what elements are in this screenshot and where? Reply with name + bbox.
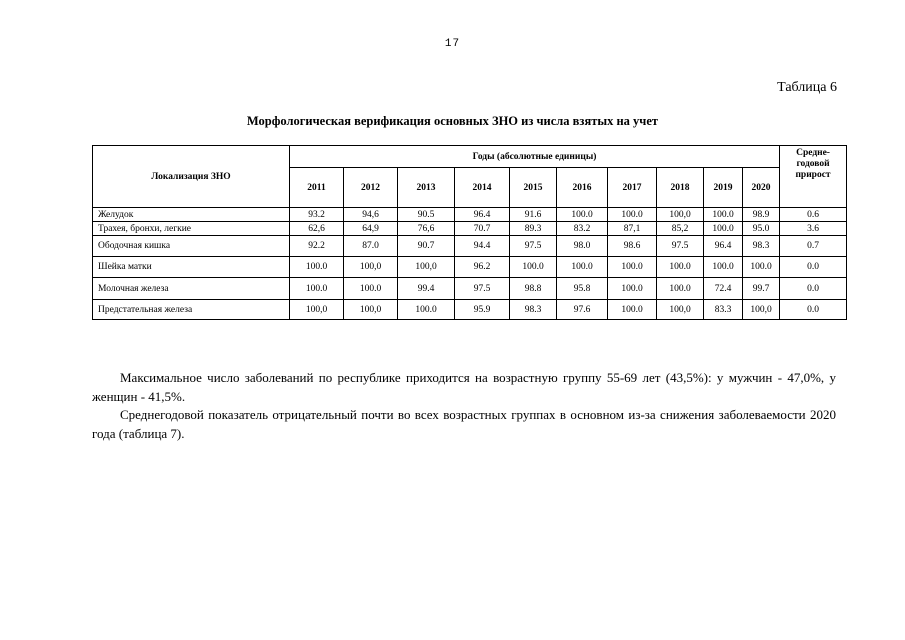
cell-value: 97.5 bbox=[455, 278, 510, 300]
row-location: Желудок bbox=[93, 208, 290, 222]
cell-value: 62,6 bbox=[290, 222, 344, 236]
header-years-group: Годы (абсолютные единицы) bbox=[290, 146, 780, 168]
header-year: 2013 bbox=[398, 168, 455, 208]
row-location: Трахея, бронхи, легкие bbox=[93, 222, 290, 236]
cell-value: 100.0 bbox=[608, 300, 657, 320]
cell-value: 100.0 bbox=[608, 278, 657, 300]
cell-value: 70.7 bbox=[455, 222, 510, 236]
cell-value: 100.0 bbox=[290, 278, 344, 300]
header-year: 2016 bbox=[557, 168, 608, 208]
table-row bbox=[93, 222, 847, 236]
cell-value: 83.3 bbox=[704, 300, 743, 320]
cell-value: 98.3 bbox=[510, 300, 557, 320]
cell-growth: 0.6 bbox=[780, 208, 847, 222]
table-row bbox=[93, 278, 847, 300]
cell-value: 99.7 bbox=[743, 278, 780, 300]
cell-value: 98.0 bbox=[557, 236, 608, 257]
cell-value: 64,9 bbox=[344, 222, 398, 236]
cell-value: 100.0 bbox=[704, 257, 743, 278]
cell-value: 100,0 bbox=[290, 300, 344, 320]
page-number: 17 bbox=[444, 38, 461, 50]
cell-value: 100.0 bbox=[398, 300, 455, 320]
data-table bbox=[92, 145, 847, 320]
row-location: Шейка матки bbox=[93, 257, 290, 278]
cell-value: 100.0 bbox=[743, 257, 780, 278]
cell-value: 87,1 bbox=[608, 222, 657, 236]
cell-value: 100.0 bbox=[704, 208, 743, 222]
cell-value: 100.0 bbox=[290, 257, 344, 278]
cell-growth: 0.0 bbox=[780, 257, 847, 278]
table-label: Таблица 6 bbox=[777, 80, 837, 95]
table-row bbox=[93, 300, 847, 320]
cell-value: 97.5 bbox=[657, 236, 704, 257]
cell-value: 93.2 bbox=[290, 208, 344, 222]
cell-value: 90.5 bbox=[398, 208, 455, 222]
cell-value: 100.0 bbox=[510, 257, 557, 278]
table-row bbox=[93, 236, 847, 257]
cell-value: 100,0 bbox=[344, 300, 398, 320]
cell-value: 100.0 bbox=[608, 208, 657, 222]
header-year: 2019 bbox=[704, 168, 743, 208]
cell-value: 92.2 bbox=[290, 236, 344, 257]
cell-value: 100,0 bbox=[344, 257, 398, 278]
cell-value: 100.0 bbox=[557, 208, 608, 222]
cell-value: 90.7 bbox=[398, 236, 455, 257]
header-year: 2017 bbox=[608, 168, 657, 208]
paragraph-2-text: Среднегодовой показатель отрицательный почти во всех возрастных группах в основном из-за снижения заболеваемости 2020 года (таблица 7). bbox=[92, 407, 836, 441]
cell-value: 83.2 bbox=[557, 222, 608, 236]
cell-value: 100.0 bbox=[608, 257, 657, 278]
cell-growth: 0.7 bbox=[780, 236, 847, 257]
cell-value: 100,0 bbox=[657, 208, 704, 222]
paragraph-2 bbox=[92, 405, 836, 443]
header-year: 2015 bbox=[510, 168, 557, 208]
cell-value: 98.3 bbox=[743, 236, 780, 257]
header-year: 2014 bbox=[455, 168, 510, 208]
cell-value: 96.2 bbox=[455, 257, 510, 278]
cell-value: 97.6 bbox=[557, 300, 608, 320]
row-location: Молочная железа bbox=[93, 278, 290, 300]
header-growth: Средне-годовой прирост bbox=[780, 146, 847, 208]
cell-value: 91.6 bbox=[510, 208, 557, 222]
table-row bbox=[93, 208, 847, 222]
cell-value: 99.4 bbox=[398, 278, 455, 300]
table-row bbox=[93, 257, 847, 278]
cell-value: 100.0 bbox=[704, 222, 743, 236]
cell-growth: 0.0 bbox=[780, 300, 847, 320]
paragraph-1-text: Максимальное число заболеваний по республике приходится на возрастную группу 55-69 лет (43,5%): у мужчин - 47,0%, у женщин - 41,5%. bbox=[92, 370, 836, 404]
cell-value: 98.6 bbox=[608, 236, 657, 257]
cell-value: 94,6 bbox=[344, 208, 398, 222]
header-location: Локализация ЗНО bbox=[93, 146, 290, 208]
row-location: Ободочная кишка bbox=[93, 236, 290, 257]
cell-value: 98.9 bbox=[743, 208, 780, 222]
cell-value: 85,2 bbox=[657, 222, 704, 236]
cell-growth: 0.0 bbox=[780, 278, 847, 300]
cell-growth: 3.6 bbox=[780, 222, 847, 236]
cell-value: 98.8 bbox=[510, 278, 557, 300]
cell-value: 100.0 bbox=[557, 257, 608, 278]
cell-value: 95.9 bbox=[455, 300, 510, 320]
cell-value: 100.0 bbox=[344, 278, 398, 300]
header-year: 2011 bbox=[290, 168, 344, 208]
cell-value: 95.8 bbox=[557, 278, 608, 300]
cell-value: 76,6 bbox=[398, 222, 455, 236]
cell-value: 89.3 bbox=[510, 222, 557, 236]
cell-value: 100,0 bbox=[743, 300, 780, 320]
cell-value: 100,0 bbox=[657, 300, 704, 320]
cell-value: 96.4 bbox=[455, 208, 510, 222]
header-year: 2018 bbox=[657, 168, 704, 208]
table-title: Морфологическая верификация основных ЗНО из числа взятых на учет bbox=[246, 114, 659, 128]
row-location: Предстательная железа bbox=[93, 300, 290, 320]
cell-value: 100,0 bbox=[398, 257, 455, 278]
cell-value: 100.0 bbox=[657, 257, 704, 278]
header-year: 2012 bbox=[344, 168, 398, 208]
cell-value: 72.4 bbox=[704, 278, 743, 300]
cell-value: 96.4 bbox=[704, 236, 743, 257]
cell-value: 94.4 bbox=[455, 236, 510, 257]
cell-value: 95.0 bbox=[743, 222, 780, 236]
paragraph-1 bbox=[92, 368, 836, 406]
header-year: 2020 bbox=[743, 168, 780, 208]
cell-value: 97.5 bbox=[510, 236, 557, 257]
cell-value: 100.0 bbox=[657, 278, 704, 300]
cell-value: 87.0 bbox=[344, 236, 398, 257]
